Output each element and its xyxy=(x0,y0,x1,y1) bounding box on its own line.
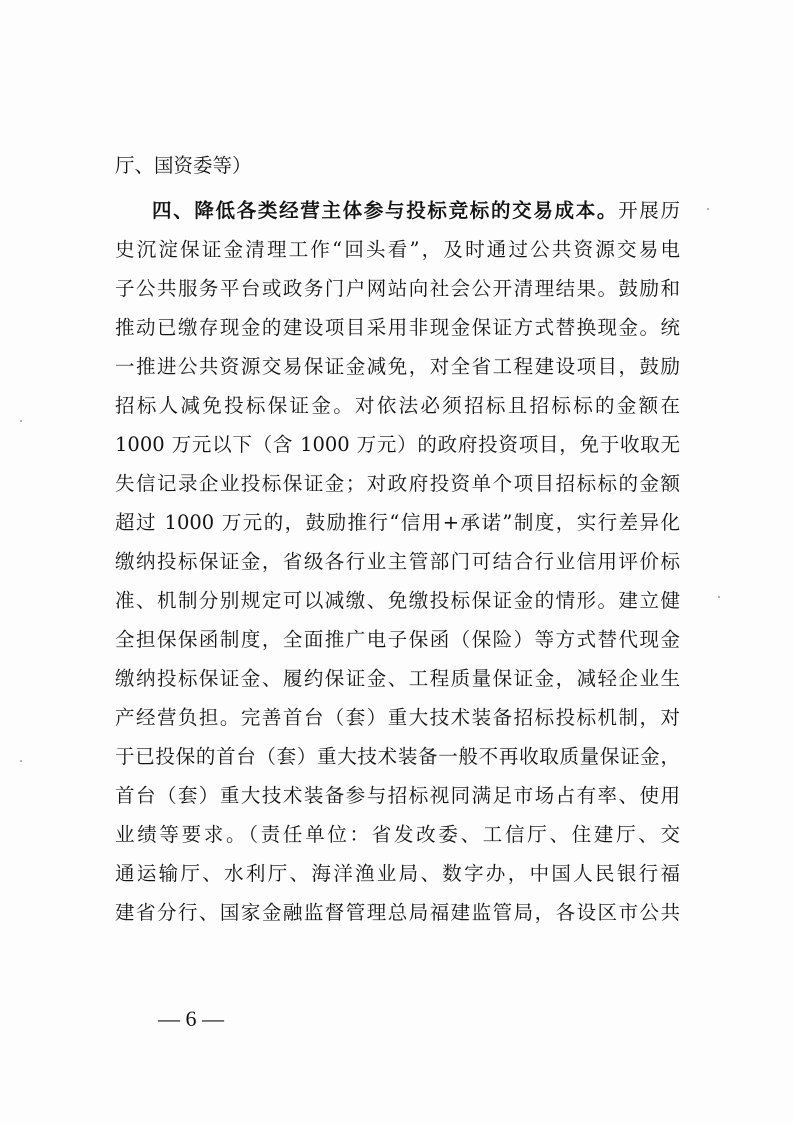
text-line: 建省分行、国家金融监督管理总局福建监管局，各设区市公共 xyxy=(115,901,680,924)
text-line: 超过 1000 万元的，鼓励推行“信用+承诺”制度，实行差异化 xyxy=(115,511,680,534)
text-line: 厅、国资委等） xyxy=(115,154,252,177)
scan-speck xyxy=(718,596,720,598)
text-line: 缴纳投标保证金、履约保证金、工程质量保证金，减轻企业生 xyxy=(115,667,680,690)
text-line: 全担保保函制度，全面推广电子保函（保险）等方式替代现金 xyxy=(115,628,680,651)
scan-speck xyxy=(20,420,22,422)
text-line: 准、机制分别规定可以减缴、免缴投标保证金的情形。建立健 xyxy=(115,589,680,612)
text-line: 业绩等要求。（责任单位：省发改委、工信厅、住建厅、交 xyxy=(115,823,680,846)
text-line: 失信记录企业投标保证金；对政府投资单个项目招标标的金额 xyxy=(115,472,680,495)
scan-speck xyxy=(20,760,22,762)
text-line: 一推进公共资源交易保证金减免，对全省工程建设项目，鼓励 xyxy=(115,355,680,378)
text-line: 子公共服务平台或政务门户网站向社会公开清理结果。鼓励和 xyxy=(115,277,680,300)
page-number: — 6 — xyxy=(158,1006,224,1031)
text-line: 首台（套）重大技术装备参与招标视同满足市场占有率、使用 xyxy=(115,784,680,807)
text-line: 缴纳投标保证金，省级各行业主管部门可结合行业信用评价标 xyxy=(115,550,680,573)
text-line: 推动已缴存现金的建设项目采用非现金保证方式替换现金。统 xyxy=(115,316,680,339)
text-line: 1000 万元以下（含 1000 万元）的政府投资项目，免于收取无 xyxy=(115,433,680,456)
text-line: 史沉淀保证金清理工作“回头看”，及时通过公共资源交易电 xyxy=(115,238,680,261)
section-heading-tail: 开展历 xyxy=(618,199,680,222)
text-line: 通运输厅、水利厅、海洋渔业局、数字办，中国人民银行福 xyxy=(115,862,680,885)
scan-speck xyxy=(707,208,709,210)
section-heading: 四、降低各类经营主体参与投标竞标的交易成本。 xyxy=(152,199,619,222)
text-line: 招标人减免投标保证金。对依法必须招标且招标标的金额在 xyxy=(115,394,680,417)
text-line: 产经营负担。完善首台（套）重大技术装备招标投标机制，对 xyxy=(115,706,680,729)
section-heading-line xyxy=(152,197,680,225)
text-line: 于已投保的首台（套）重大技术装备一般不再收取质量保证金， xyxy=(115,745,680,768)
